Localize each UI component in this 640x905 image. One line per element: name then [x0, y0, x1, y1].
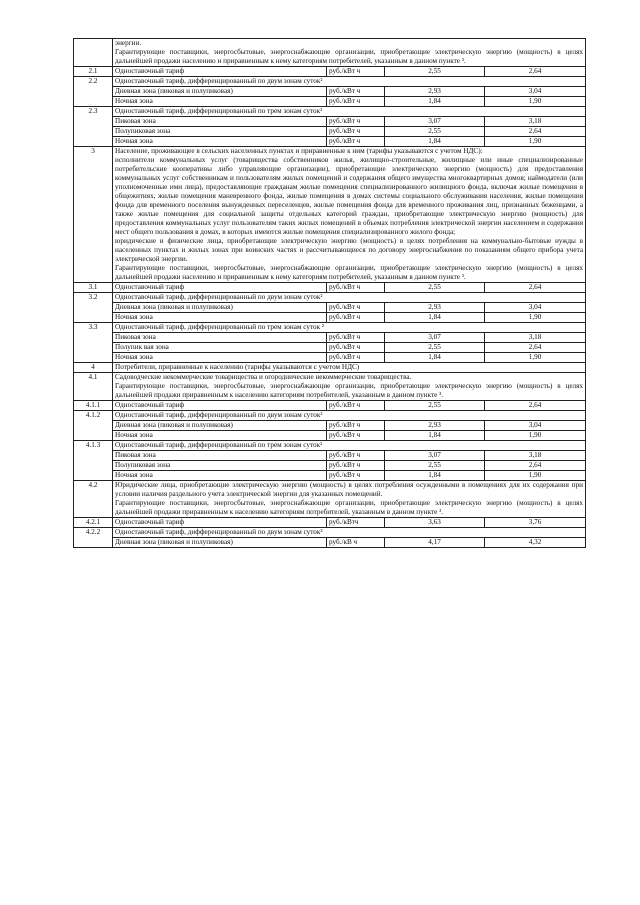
row-description: [113, 363, 586, 373]
paragraph: Население, проживающее в сельских населенных пунктах и приравненные к ним (тарифы указываются с учетом НДС):: [115, 147, 483, 155]
row-number: 4: [74, 363, 113, 373]
table-row: [74, 353, 586, 363]
row-unit: руб./кВт ч: [327, 343, 385, 353]
table-row: [74, 528, 586, 538]
table-row: [74, 117, 586, 127]
table-row: [74, 481, 586, 518]
row-label: Дневная зона (пиковая и полупиковая): [113, 538, 327, 548]
tariff-value-1: 1,84: [385, 471, 485, 481]
tariff-value-2: 3,04: [485, 87, 586, 97]
tariff-value-1: 2,93: [385, 303, 485, 313]
table-row: [74, 87, 586, 97]
row-label: Пиковая зона: [113, 451, 327, 461]
table-row: [74, 401, 586, 411]
table-row: [74, 303, 586, 313]
row-description: [113, 147, 586, 283]
tariff-value-2: 3,18: [485, 451, 586, 461]
table-row: [74, 373, 586, 401]
row-label: Ночная зона: [113, 137, 327, 147]
row-unit: руб./кВт ч: [327, 471, 385, 481]
paragraph: Гарантирующие поставщики, энергосбытовые, энергоснабжающие организации, приобретающие электрическую энергию (мощность) в целях дальнейшей продажи приравненным к населению категориям потребителей, указанным в данном пункте ³.: [115, 382, 584, 399]
row-number: 4.1.1: [74, 401, 113, 411]
table-row: [74, 293, 586, 303]
tariff-value-1: 3,07: [385, 117, 485, 127]
row-label: Полупиковая зона: [113, 461, 327, 471]
row-label: Одноставочный тариф: [113, 283, 327, 293]
row-unit: руб./кВт ч: [327, 137, 385, 147]
row-unit: руб./кВт ч: [327, 127, 385, 137]
tariff-value-2: 2,64: [485, 127, 586, 137]
row-number: 4.2.1: [74, 518, 113, 528]
row-label: Одноставочный тариф, дифференцированный по трем зонам суток²: [113, 441, 586, 451]
row-number: 4.1.3: [74, 441, 113, 481]
tariff-value-1: 2,93: [385, 87, 485, 97]
row-number: 2.1: [74, 67, 113, 77]
row-label: Одноставочный тариф, дифференцированный по трем зонам суток ²: [113, 323, 586, 333]
paragraph: Гарантирующие поставщики, энергосбытовые, энергоснабжающие организации, приобретающие электрическую энергию (мощность) в целях дальнейшей продажи приравненным к населению категориям потребителей, указанным в данном пункте ³.: [115, 499, 584, 516]
tariff-value-2: 1,90: [485, 97, 586, 107]
tariff-value-2: 2,64: [485, 67, 586, 77]
row-unit: руб./кВт ч: [327, 97, 385, 107]
table-row: [74, 461, 586, 471]
row-label: Полупик вая зона: [113, 343, 327, 353]
tariff-value-2: 3,76: [485, 518, 586, 528]
row-unit: руб./кВт ч: [327, 313, 385, 323]
tariff-value-1: 1,84: [385, 313, 485, 323]
row-number: 3: [74, 147, 113, 283]
tariff-value-2: 1,90: [485, 137, 586, 147]
row-label: Ночная зона: [113, 431, 327, 441]
row-unit: руб./кВт ч: [327, 67, 385, 77]
table-row: [74, 97, 586, 107]
tariff-value-1: 1,84: [385, 353, 485, 363]
row-label: Дневная зона (пиковая и полупиковая): [113, 421, 327, 431]
tariff-value-1: 2,93: [385, 421, 485, 431]
row-label: Пиковая зона: [113, 117, 327, 127]
tariff-value-2: 3,18: [485, 117, 586, 127]
row-number: 3.3: [74, 323, 113, 363]
tariff-value-1: 2,55: [385, 127, 485, 137]
paragraph: юридические и физические лица, приобретающие электрическую энергию (мощность) в целях потребления на коммунально-бытовые нужды в населенных пунктах и жилых зонах при воинских частях и рассчитывающиеся по договору энергоснабжения по показаниям общего прибора учета электрической энергии.: [115, 237, 584, 263]
tariff-value-2: 3,18: [485, 333, 586, 343]
table-row: [74, 451, 586, 461]
row-number: 4.1: [74, 373, 113, 401]
row-unit: руб./кВт ч: [327, 401, 385, 411]
table-row: [74, 343, 586, 353]
paragraph: Юридические лица, приобретающие электрическую энергию (мощность) в целях потребления осужденными в помещениях для их содержания при условии наличия раздельного учета электрической энергии для указанных помещений.: [115, 481, 584, 498]
tariff-value-2: 1,90: [485, 313, 586, 323]
paragraph: Гарантирующие поставщики, энергосбытовые, энергоснабжающие организации, приобретающие электрическую энергию (мощность) в целях дальнейшей продажи населению и приравненным к нему категориям потребителей, указанным в данном пункте ³.: [115, 264, 584, 281]
row-description: [113, 481, 586, 518]
row-unit: руб./кВт ч: [327, 461, 385, 471]
table-row: [74, 77, 586, 87]
paragraph: Гарантирующие поставщики, энергосбытовые, энергоснабжающие организации, приобретающие электрическую энергию (мощность) в целях дальнейшей продажи населению и приравненным к нему категориям потребителей, указанным в данном пункте ³.: [115, 48, 584, 65]
table-row: [74, 147, 586, 283]
row-label: Пиковая зона: [113, 333, 327, 343]
table-row: [74, 471, 586, 481]
table-row: [74, 107, 586, 117]
tariff-value-1: 2,55: [385, 461, 485, 471]
row-description: [113, 39, 586, 67]
tariff-value-1: 2,55: [385, 343, 485, 353]
row-number: 3.1: [74, 283, 113, 293]
paragraph: исполнители коммунальных услуг (товарищества собственников жилья, жилищно-строительные, жилищные или иные специализированные потребительские кооперативы либо управляющие организации), приобретающие электрическую энергию (мощность) для предоставления коммунальных услуг собственникам и пользователям жилых помещений и содержания общего имущества многоквартирных домов; наймодатели (или уполномоченные ими лица), предоставляющие гражданам жилые помещения специализированного жилищного фонда, включая жилые помещения в общежитиях, жилые помещения маневренного фонда, жилые помещения в домах системы социального обслуживания населения, жилые помещения фонда для временного поселения вынужденных переселенцев, жилые помещения фонда для временного проживания лиц, признанных беженцами, а также жилые помещения для социальной защиты отдельных категорий граждан, приобретающие электрическую энергию (мощность) для предоставления коммунальных услуг пользователям таких жилых помещений в объемах потребления электрической энергии населением и содержания мест общего пользования в домах, в которых имеются жилые помещения специализированного жилого фонда;: [115, 156, 584, 236]
tariff-value-2: 1,90: [485, 353, 586, 363]
row-unit: руб./кВт ч: [327, 303, 385, 313]
tariff-value-2: 2,64: [485, 401, 586, 411]
row-number: 4.2.2: [74, 528, 113, 548]
tariff-value-2: 3,04: [485, 303, 586, 313]
row-number: 3.2: [74, 293, 113, 323]
table-row: [74, 39, 586, 67]
paragraph: Потребители, приравненные к населению (тарифы указываются с учетом НДС): [115, 363, 360, 371]
table-row: [74, 333, 586, 343]
tariff-value-1: 4,17: [385, 538, 485, 548]
row-unit: руб./кВт ч: [327, 451, 385, 461]
row-description: [113, 373, 586, 401]
row-unit: руб./кВт ч: [327, 87, 385, 97]
row-number: 2.2: [74, 77, 113, 107]
row-label: Ночная зона: [113, 313, 327, 323]
table-row: [74, 411, 586, 421]
table-row: [74, 363, 586, 373]
tariff-value-2: 3,04: [485, 421, 586, 431]
tariff-value-1: 1,84: [385, 137, 485, 147]
table-row: [74, 431, 586, 441]
row-unit: руб./кВт ч: [327, 431, 385, 441]
table-row: [74, 283, 586, 293]
table-row: [74, 538, 586, 548]
row-label: Одноставочный тариф, дифференцированный по двум зонам суток²: [113, 293, 586, 303]
row-label: Одноставочный тариф: [113, 401, 327, 411]
table-row: [74, 137, 586, 147]
tariff-value-1: 2,55: [385, 67, 485, 77]
row-label: Одноставочный тариф, дифференцированный по двум зонам суток²: [113, 411, 586, 421]
row-label: Одноставочный тариф, дифференцированный по двум зонам суток²: [113, 77, 586, 87]
tariff-value-2: 2,64: [485, 283, 586, 293]
table-row: [74, 127, 586, 137]
row-unit: руб./кВт ч: [327, 283, 385, 293]
table-row: [74, 313, 586, 323]
tariff-value-1: 3,63: [385, 518, 485, 528]
table-row: [74, 518, 586, 528]
tariff-value-1: 1,84: [385, 431, 485, 441]
row-unit: руб./кВт ч: [327, 421, 385, 431]
row-unit: руб./кВт ч: [327, 333, 385, 343]
row-label: Одноставочный тариф, дифференцированный по двум зонам суток²: [113, 528, 586, 538]
row-number: 4.1.2: [74, 411, 113, 441]
row-label: Полупиковая зона: [113, 127, 327, 137]
row-unit: руб./кВтч: [327, 518, 385, 528]
tariff-table: [73, 38, 586, 548]
table-row: [74, 323, 586, 333]
row-number: 4.2: [74, 481, 113, 518]
row-label: Одноставочный тариф, дифференцированный по трем зонам суток²: [113, 107, 586, 117]
row-label: Одноставочный тариф: [113, 518, 327, 528]
row-label: Ночная зона: [113, 471, 327, 481]
tariff-value-2: 1,90: [485, 471, 586, 481]
tariff-value-2: 2,64: [485, 343, 586, 353]
row-unit: руб./кВт ч: [327, 117, 385, 127]
row-number: 2.3: [74, 107, 113, 147]
tariff-value-2: 2,64: [485, 461, 586, 471]
table-row: [74, 67, 586, 77]
tariff-value-2: 1,90: [485, 431, 586, 441]
row-label: Дневная зона (пиковая и полупиковая): [113, 303, 327, 313]
tariff-value-1: 2,55: [385, 283, 485, 293]
table-row: [74, 421, 586, 431]
row-label: Ночная зона: [113, 97, 327, 107]
paragraph: Садоводческие некоммерческие товарищества и огороднические некоммерческие товарищества.: [115, 373, 412, 381]
row-label: Дневная зона (пиковая и полупиковая): [113, 87, 327, 97]
paragraph: энергии.: [115, 39, 142, 47]
tariff-value-1: 3,07: [385, 333, 485, 343]
row-number: [74, 39, 113, 67]
row-unit: руб./кВ ч: [327, 538, 385, 548]
tariff-value-2: 4,32: [485, 538, 586, 548]
tariff-value-1: 3,07: [385, 451, 485, 461]
table-row: [74, 441, 586, 451]
row-label: Ночная зона: [113, 353, 327, 363]
row-unit: руб./кВт ч: [327, 353, 385, 363]
row-label: Одноставочный тариф: [113, 67, 327, 77]
tariff-value-1: 2,55: [385, 401, 485, 411]
tariff-value-1: 1,84: [385, 97, 485, 107]
